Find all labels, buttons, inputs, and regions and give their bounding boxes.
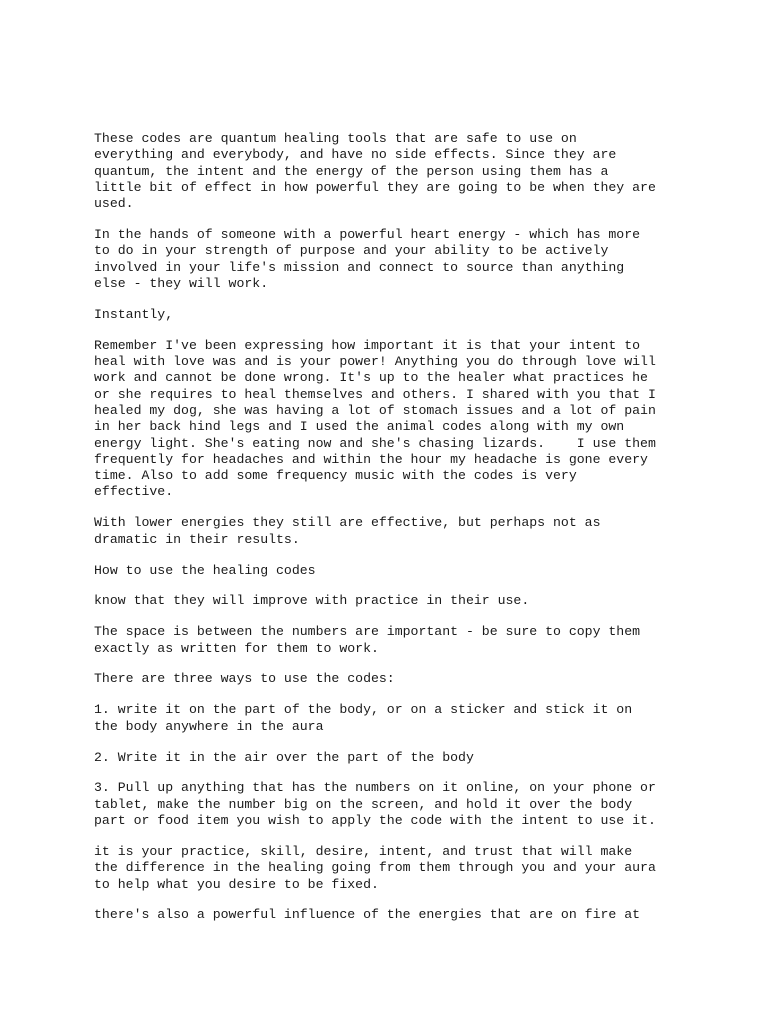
document-body [94,131,694,938]
paragraph-instantly: Instantly, [94,306,174,322]
paragraph-influence: there's also a powerful influence of the energies that are on fire at [94,907,641,923]
paragraph-heart-energy: In the hands of someone with a powerful heart energy - which has more to do in your strength of purpose and your ability to be actively involved in your life's mission and connect to source than anything else - they will work. [94,227,641,291]
paragraph-remember: Remember I've been expressing how important it is that your intent to heal with love was and is your power! Anything you do through love will work and cannot be done wrong. It's up to the healer what practices he or she requires to heal themselves and others. I shared with you that I healed my dog, she was having a lot of stomach issues and a lot of pain in her back hind legs and I used the animal codes along with my own energy light. She's eating now and she's chasing lizards. I use them frequently for headaches and within the hour my headache is gone every time. Also to add some frequency music with the codes is very effective. [94,337,656,500]
list-item-3: 3. Pull up anything that has the numbers on it online, on your phone or tablet, make the number big on the screen, and hold it over the body part or food item you wish to apply the code with the intent to use it. [94,780,656,829]
paragraph-your-practice: it is your practice, skill, desire, intent, and trust that will make the difference in the healing going from them through you and your aura to help what you desire to be fixed. [94,843,656,892]
paragraph-spacing: The space is between the numbers are important - be sure to copy them exactly as written for them to work. [94,624,641,656]
heading-how-to-use: How to use the healing codes [94,562,316,578]
paragraph-practice: know that they will improve with practice in their use. [94,593,530,609]
paragraph-intro: These codes are quantum healing tools that are safe to use on everything and everybody, and have no side effects. Since they are quantum, the intent and the energy of the person using them has a little bit of effect in how powerful they are going to be when they are used. [94,131,656,212]
list-item-2: 2. Write it in the air over the part of the body [94,749,474,765]
paragraph-three-ways: There are three ways to use the codes: [94,671,395,687]
paragraph-lower-energies: With lower energies they still are effective, but perhaps not as dramatic in their results. [94,515,601,547]
list-item-1: 1. write it on the part of the body, or on a sticker and stick it on the body anywhere in the aura [94,702,633,734]
